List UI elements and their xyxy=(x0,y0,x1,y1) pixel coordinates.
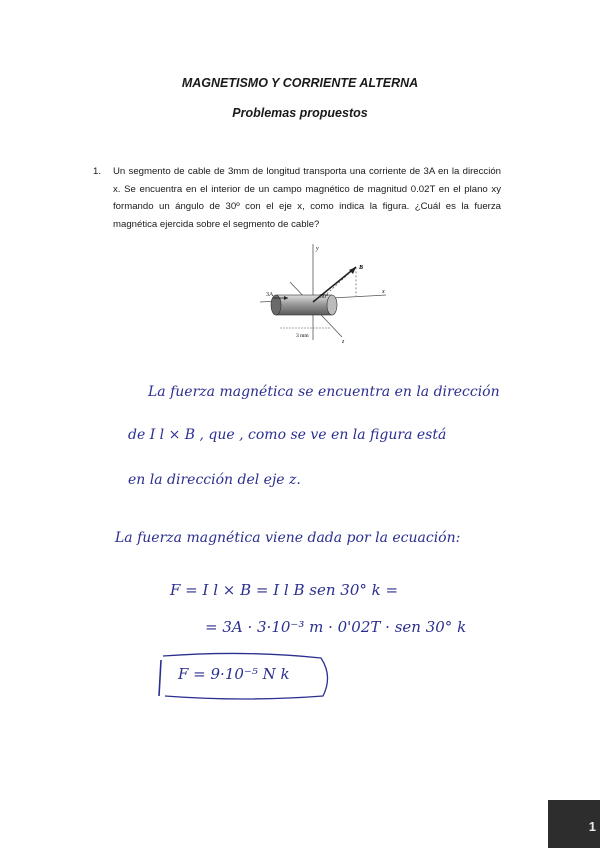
handwritten-line-2: de I l × B , que , como se ve en la figura está xyxy=(128,427,447,443)
cable-end xyxy=(327,295,337,315)
document-subtitle: Problemas propuestos xyxy=(232,106,368,120)
handwritten-equation-2: = 3A · 3·10⁻³ m · 0'02T · sen 30° k xyxy=(205,618,467,636)
length-label: 3 mm xyxy=(296,333,309,339)
page-number-tab xyxy=(548,800,600,848)
field-arrow-head xyxy=(349,267,356,274)
problem-text: Un segmento de cable de 3mm de longitud transporta una corriente de 3A en la dirección x. Se encuentra en el interior de un campo magnético de magnitud 0.02T en el plano xy formando un ángulo de 30º con el eje x, como indica la figura. ¿Cuál es la fuerza magnética ejercida sobre el segmento de cable? xyxy=(113,166,501,230)
problem-number: 1. xyxy=(93,166,102,177)
problem-figure xyxy=(258,240,390,345)
handwritten-line-1: La fuerza magnética se encuentra en la dirección xyxy=(148,384,500,400)
axis-x-label: x xyxy=(382,289,385,295)
page-number: 1 xyxy=(588,819,596,834)
angle-label: 30° xyxy=(320,294,329,300)
handwritten-result: F = 9·10⁻⁵ N k xyxy=(178,665,290,683)
handwritten-line-4: La fuerza magnética viene dada por la ecuación: xyxy=(115,530,461,546)
handwritten-equation-1: F = I l × B = I l B sen 30° k = xyxy=(170,581,399,599)
document-title: MAGNETISMO Y CORRIENTE ALTERNA xyxy=(181,76,419,90)
axis-y-label: y xyxy=(316,246,319,252)
field-label: B xyxy=(359,265,364,271)
axis-z-label: z xyxy=(342,339,345,345)
handwritten-line-3: en la dirección del eje z. xyxy=(128,472,301,488)
current-label: 3A xyxy=(266,292,274,298)
